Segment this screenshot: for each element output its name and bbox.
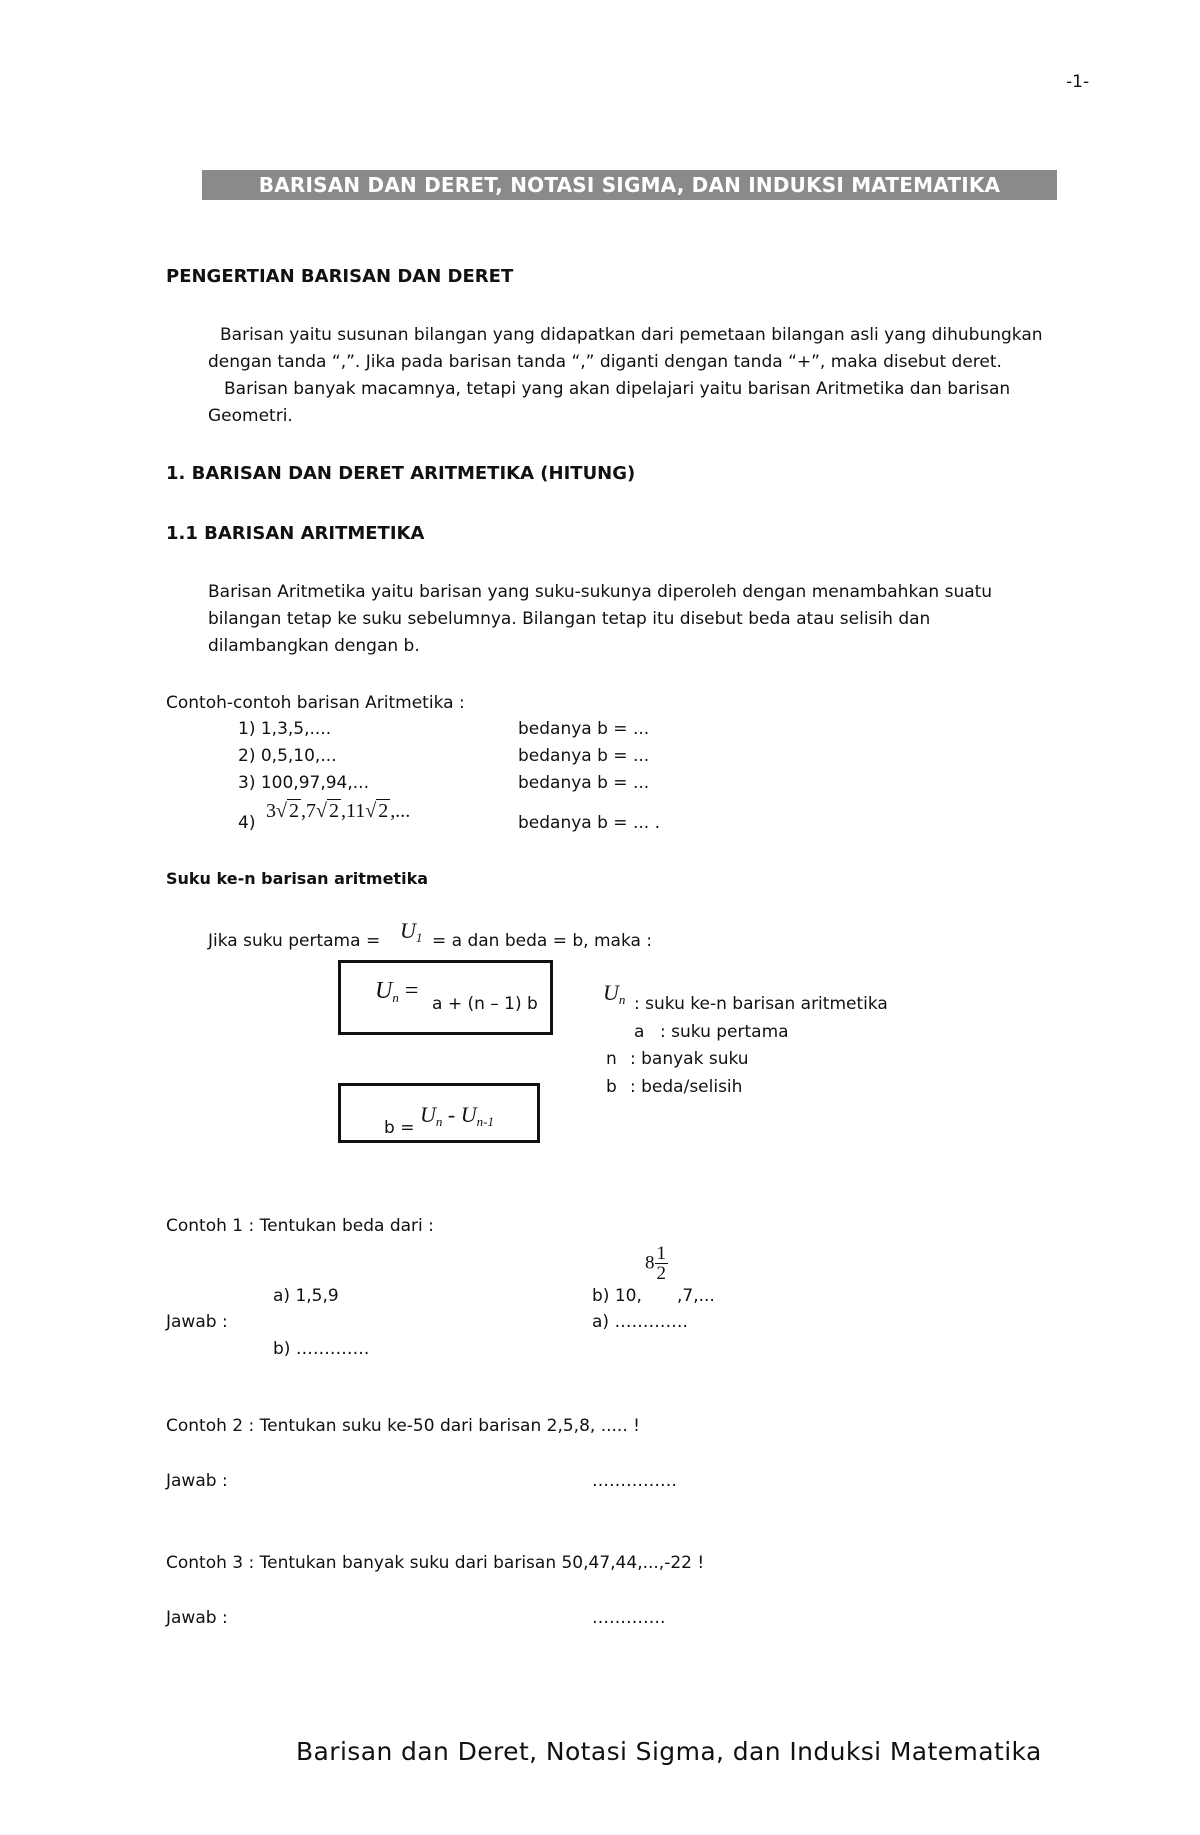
u-letter: U	[420, 1102, 436, 1127]
contoh-1-b-pre: b) 10,	[592, 1286, 642, 1306]
contoh-1-a: a) 1,5,9	[273, 1286, 339, 1306]
paragraph-line: dilambangkan dengan b.	[208, 636, 420, 656]
u-letter: U	[375, 978, 393, 1004]
examples-intro: Contoh-contoh barisan Aritmetika :	[166, 693, 465, 713]
contoh-3-label: Contoh 3 : Tentukan banyak suku dari barisan 50,47,44,...,-22 !	[166, 1553, 705, 1573]
radical-coef: ,7	[300, 800, 316, 822]
legend-text: : beda/selisih	[630, 1077, 743, 1097]
page-title	[202, 170, 1057, 200]
radicand: 2	[288, 800, 299, 822]
contoh-2-label: Contoh 2 : Tentukan suku ke-50 dari barisan 2,5,8, ..... !	[166, 1416, 640, 1436]
legend-symbol: n	[606, 1049, 617, 1069]
u-letter: U	[400, 918, 416, 943]
u-subscript: n-1	[476, 1114, 494, 1129]
example-sequence: 1) 1,3,5,....	[238, 719, 332, 739]
example-beda: bedanya b = ...	[518, 719, 650, 739]
jawab-label: Jawab :	[166, 1608, 228, 1628]
un-minus-un1: $U_n - U_{n-1}$	[420, 1102, 494, 1129]
radicand: 2	[378, 800, 389, 822]
example-radical-sequence: 3√ 2 ,7√ 2 ,11√ 2 ,...	[266, 800, 411, 822]
u-subscript: 1	[415, 930, 423, 945]
page-number: -1-	[1066, 72, 1090, 92]
paragraph-line: Geometri.	[208, 406, 293, 426]
u-letter: U	[460, 1102, 477, 1127]
paragraph-line: bilangan tetap ke suku sebelumnya. Bilangan tetap itu disebut beda atau selisih dan	[208, 609, 931, 629]
sequence-tail: ,...	[390, 800, 411, 822]
mixed-fraction	[645, 1244, 668, 1283]
answer-b: b) ………….	[273, 1339, 370, 1359]
answer-a: a) ………….	[592, 1312, 688, 1332]
radical-coef: 3	[266, 800, 276, 822]
radical-coef: ,11	[340, 800, 366, 822]
u-subscript: n	[392, 990, 399, 1005]
section-heading-1: 1. BARISAN DAN DERET ARITMETIKA (HITUNG)	[166, 463, 636, 484]
example-beda: bedanya b = ... .	[518, 813, 660, 833]
paragraph-line: Barisan Aritmetika yaitu barisan yang suku-sukunya diperoleh dengan menambahkan suatu	[208, 582, 993, 602]
legend-text: : banyak suku	[630, 1049, 749, 1069]
contoh-1-b-post: ,7,...	[677, 1286, 715, 1306]
example-beda: bedanya b = ...	[518, 773, 650, 793]
paragraph-line: Barisan yaitu susunan bilangan yang didapatkan dari pemetaan bilangan asli yang dihubungkan	[220, 325, 1043, 345]
legend-text: : suku pertama	[660, 1022, 789, 1042]
example-number: 4)	[238, 813, 256, 833]
legend-symbol: b	[606, 1077, 617, 1097]
example-sequence: 3) 100,97,94,...	[238, 773, 369, 793]
page-title-text: BARISAN DAN DERET, NOTASI SIGMA, DAN INDUKSI MATEMATIKA	[258, 173, 1001, 197]
un-symbol	[375, 978, 418, 1006]
jika-text: Jika suku pertama =	[208, 931, 381, 951]
u1-symbol	[400, 918, 422, 946]
u-letter: U	[603, 980, 619, 1005]
example-sequence: 2) 0,5,10,...	[238, 746, 337, 766]
fraction-numerator: 1	[656, 1243, 666, 1264]
paragraph-line: dengan tanda “,”. Jika pada barisan tanda “,” diganti dengan tanda “+”, maka disebut deret.	[208, 352, 1002, 372]
jawab-label: Jawab :	[166, 1471, 228, 1491]
u-subscript: n	[618, 992, 626, 1007]
formula-rhs: a + (n – 1) b	[432, 994, 538, 1014]
subheading-suku-ke-n: Suku ke-n barisan aritmetika	[166, 869, 428, 888]
un-symbol	[603, 980, 625, 1008]
u-subscript: n	[435, 1114, 443, 1129]
fraction-whole: 8	[645, 1252, 655, 1274]
formula-b-lhs: b =	[384, 1118, 415, 1138]
legend-symbol: a	[634, 1022, 645, 1042]
jawab-label: Jawab :	[166, 1312, 228, 1332]
paragraph-line: Barisan banyak macamnya, tetapi yang akan dipelajari yaitu barisan Aritmetika dan barisan	[224, 379, 1011, 399]
radicand: 2	[328, 800, 339, 822]
page-footer: Barisan dan Deret, Notasi Sigma, dan Induksi Matematika	[296, 1737, 1042, 1766]
contoh-1-label: Contoh 1 : Tentukan beda dari :	[166, 1216, 434, 1236]
jika-text: = a dan beda = b, maka :	[432, 931, 653, 951]
fraction-denominator: 2	[656, 1263, 666, 1284]
answer-dots: ……………	[592, 1471, 677, 1491]
equals-sign: =	[404, 978, 419, 1004]
section-heading-1-1: 1.1 BARISAN ARITMETIKA	[166, 523, 425, 544]
legend-text: : suku ke-n barisan aritmetika	[634, 994, 888, 1014]
answer-dots: ………….	[592, 1608, 666, 1628]
section-heading-pengertian: PENGERTIAN BARISAN DAN DERET	[166, 266, 514, 287]
example-beda: bedanya b = ...	[518, 746, 650, 766]
